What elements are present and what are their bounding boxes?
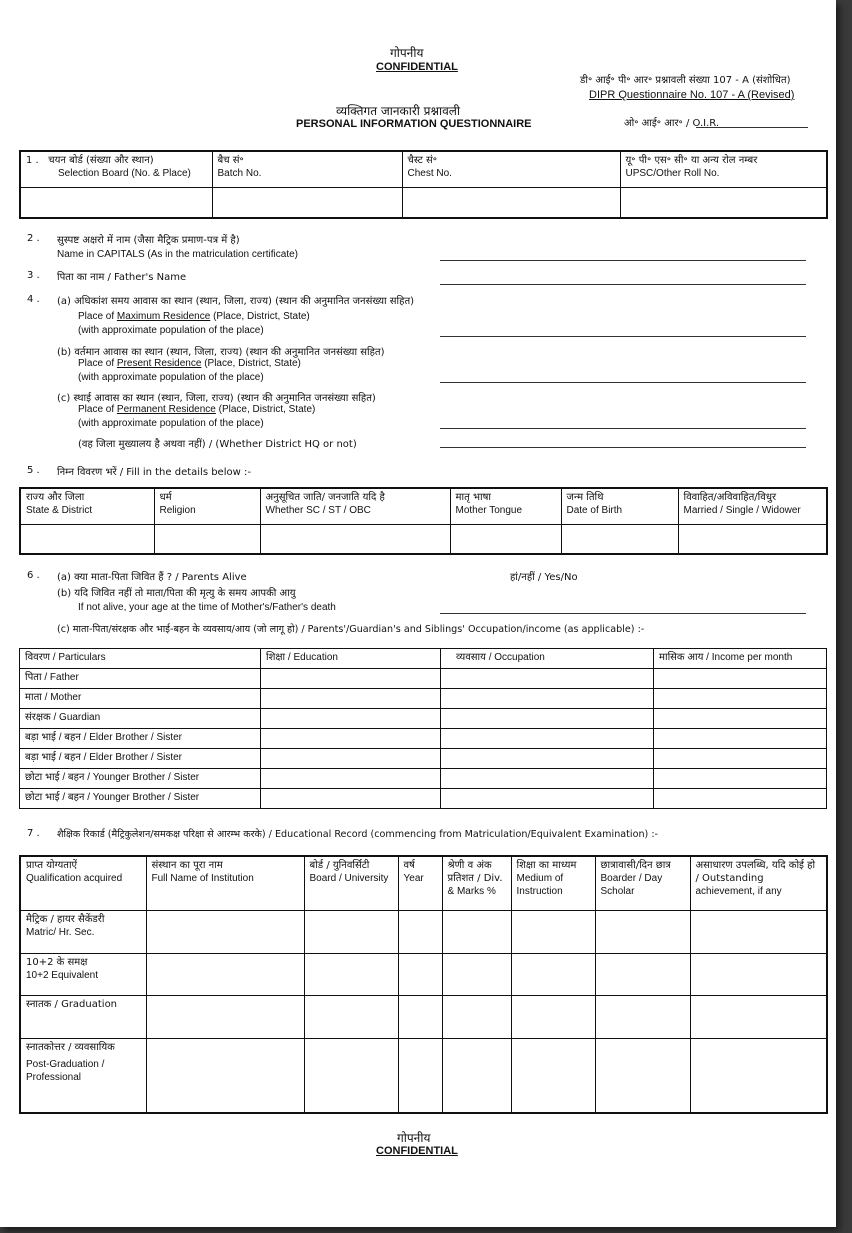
q2-number: 2 . xyxy=(27,233,40,244)
q7-row-label: स्नातकोत्तर / व्यवसायिक Post-Graduation / Professional xyxy=(20,1038,146,1113)
q7-board-field[interactable] xyxy=(304,953,398,995)
q6-particulars-header: विवरण / Particulars xyxy=(20,649,261,669)
q5-number: 5 . xyxy=(27,465,40,476)
q1-table xyxy=(19,150,828,219)
q3-number: 3 . xyxy=(27,270,40,281)
q6-row-label: माता / Mother xyxy=(20,689,261,709)
q7-division-field[interactable] xyxy=(442,910,511,953)
q7-row-label: स्नातक / Graduation xyxy=(20,995,146,1038)
q6-education-field[interactable] xyxy=(261,769,441,789)
q7-year-field[interactable] xyxy=(398,1038,442,1113)
confidential-bottom: CONFIDENTIAL xyxy=(376,1145,458,1157)
q7-boarder-field[interactable] xyxy=(595,1038,690,1113)
q5-state-header: राज्य और जिला State & District xyxy=(20,488,154,524)
q7-year-header: वर्ष Year xyxy=(398,856,442,910)
q5-religion-field[interactable] xyxy=(154,524,260,554)
gopniya-bottom: गोपनीय xyxy=(397,1131,431,1145)
q1-header-row xyxy=(20,151,827,187)
q7-row-10plus2 xyxy=(20,953,827,995)
q4a-line[interactable] xyxy=(440,336,806,337)
q6-occupation-field[interactable] xyxy=(441,749,654,769)
q6-row-label: संरक्षक / Guardian xyxy=(20,709,261,729)
form-number-english: DIPR Questionnaire No. 107 - A (Revised) xyxy=(589,89,795,101)
q7-institution-field[interactable] xyxy=(146,1038,304,1113)
title-hindi: व्यक्तिगत जानकारी प्रश्नावली xyxy=(336,104,461,118)
q7-number: 7 . xyxy=(27,828,40,839)
q1-roll-header: यू॰ पी॰ एस॰ सी॰ या अन्य रोल नम्बर UPSC/Other Roll No. xyxy=(620,151,827,187)
q6-row-father xyxy=(20,669,827,689)
q5-religion-header: धर्म Religion xyxy=(154,488,260,524)
q4c-district-hq-note: (वह जिला मुख्यालय है अथवा नहीं) / (Whether District HQ or not) xyxy=(78,439,357,450)
q6-education-field[interactable] xyxy=(261,789,441,809)
q6-occupation-field[interactable] xyxy=(441,689,654,709)
q7-division-header: श्रेणी व अंक प्रतिशत / Div. & Marks % xyxy=(442,856,511,910)
q5-input-row xyxy=(20,524,827,554)
q7-header-row xyxy=(20,856,827,910)
title-english: PERSONAL INFORMATION QUESTIONNAIRE xyxy=(296,118,532,130)
q1-roll-field[interactable] xyxy=(620,187,827,218)
q7-boarder-field[interactable] xyxy=(595,995,690,1038)
q5-mother-tongue-header: मातृ भाषा Mother Tongue xyxy=(450,488,561,524)
q6b-label-hindi: (b) यदि जिवित नहीं तो माता/पिता की मृत्यु के समय आपकी आयु xyxy=(57,588,296,599)
q6-row-label: बड़ा भाई / बहन / Elder Brother / Sister xyxy=(20,729,261,749)
q4c-hq-line[interactable] xyxy=(440,447,806,448)
q6-occupation-field[interactable] xyxy=(441,669,654,689)
q6-education-field[interactable] xyxy=(261,729,441,749)
q4c-line[interactable] xyxy=(440,428,806,429)
q7-institution-field[interactable] xyxy=(146,910,304,953)
q6-row-label: बड़ा भाई / बहन / Elder Brother / Sister xyxy=(20,749,261,769)
q7-institution-field[interactable] xyxy=(146,995,304,1038)
q6-income-header: मासिक आय / Income per month xyxy=(654,649,827,669)
q6-row-elder-sibling-1 xyxy=(20,729,827,749)
q1-batch-field[interactable] xyxy=(212,187,402,218)
q7-row-label: मैट्रिक / हायर सैकेंडरी Matric/ Hr. Sec. xyxy=(20,910,146,953)
q7-achievement-field[interactable] xyxy=(690,995,827,1038)
q1-chest-field[interactable] xyxy=(402,187,620,218)
q7-division-field[interactable] xyxy=(442,995,511,1038)
q6-income-field[interactable] xyxy=(654,729,827,749)
q6-number: 6 . xyxy=(27,570,40,581)
q6-income-field[interactable] xyxy=(654,769,827,789)
q7-education-table xyxy=(19,855,828,1114)
q5-header-row xyxy=(20,488,827,524)
q7-board-field[interactable] xyxy=(304,995,398,1038)
q6-row-label: छोटा भाई / बहन / Younger Brother / Sister xyxy=(20,769,261,789)
q6a-yes-no[interactable]: हां/नहीं / Yes/No xyxy=(510,572,578,583)
q7-year-field[interactable] xyxy=(398,953,442,995)
q4a-label-english: Place of Maximum Residence (Place, District, State) xyxy=(78,311,310,322)
q6-family-table xyxy=(19,648,827,809)
q6-occupation-field[interactable] xyxy=(441,729,654,749)
q6-row-guardian xyxy=(20,709,827,729)
q2-name-line[interactable] xyxy=(440,260,806,261)
q4c-label-english: Place of Permanent Residence (Place, District, State) xyxy=(78,404,316,415)
q5-mother-tongue-field[interactable] xyxy=(450,524,561,554)
q7-medium-header: शिक्षा का माध्यम Medium of Instruction xyxy=(511,856,595,910)
q6-row-label: छोटा भाई / बहन / Younger Brother / Sister xyxy=(20,789,261,809)
q4c-label-hindi: (c) स्थाई आवास का स्थान (स्थान, जिला, राज्य) (स्थान की अनुमानित जनसंख्या सहित) xyxy=(57,393,376,404)
q7-division-field[interactable] xyxy=(442,953,511,995)
q4a-label-hindi: (a) अधिकांश समय आवास का स्थान (स्थान, जिला, राज्य) (स्थान की अनुमानित जनसंख्या सहित) xyxy=(57,296,415,307)
q6-occupation-field[interactable] xyxy=(441,769,654,789)
q6-row-elder-sibling-2 xyxy=(20,749,827,769)
q6-education-field[interactable] xyxy=(261,689,441,709)
q5-sc-st-field[interactable] xyxy=(260,524,450,554)
q1-selection-board-header: 1 . चयन बोर्ड (संख्या और स्थान) Selection Board (No. & Place) xyxy=(20,151,212,187)
q6-income-field[interactable] xyxy=(654,749,827,769)
q7-board-header: बोर्ड / युनिवर्सिटी Board / University xyxy=(304,856,398,910)
q7-row-matric xyxy=(20,910,827,953)
q5-state-field[interactable] xyxy=(20,524,154,554)
q7-medium-field[interactable] xyxy=(511,910,595,953)
q2-label-hindi: सुस्पष्ट अक्षरो में नाम (जैसा मैट्रिक प्रमाण-पत्र में है) xyxy=(57,235,240,246)
q7-boarder-field[interactable] xyxy=(595,910,690,953)
q7-institution-field[interactable] xyxy=(146,953,304,995)
q7-medium-field[interactable] xyxy=(511,995,595,1038)
q7-achievement-field[interactable] xyxy=(690,953,827,995)
q6-row-younger-sibling-1 xyxy=(20,769,827,789)
oir-line[interactable] xyxy=(696,127,808,128)
q6-education-field[interactable] xyxy=(261,669,441,689)
q7-medium-field[interactable] xyxy=(511,953,595,995)
q7-board-field[interactable] xyxy=(304,1038,398,1113)
q4a-population-note: (with approximate population of the place) xyxy=(78,325,264,336)
q4-number: 4 . xyxy=(27,294,40,305)
q7-institution-header: संस्थान का पूरा नाम Full Name of Institution xyxy=(146,856,304,910)
q7-label: शैक्षिक रिकार्ड (मैट्रिकुलेशन/समकक्ष परिक्षा से आरम्भ करके) / Educational Record (commencing from Matriculation/Equivalent Examination) :- xyxy=(57,829,659,840)
q1-selection-board-field[interactable] xyxy=(20,187,212,218)
q6-occupation-field[interactable] xyxy=(441,789,654,809)
q6-occupation-header: व्यवसाय / Occupation xyxy=(441,649,654,669)
q5-dob-field[interactable] xyxy=(561,524,678,554)
confidential-top: CONFIDENTIAL xyxy=(376,61,458,73)
oir-label: ओ॰ आई॰ आर॰ / O.I.R. xyxy=(624,118,720,129)
q5-label: निम्न विवरण भरें / Fill in the details below :- xyxy=(57,467,251,478)
q7-year-field[interactable] xyxy=(398,910,442,953)
q6-row-younger-sibling-2 xyxy=(20,789,827,809)
q6-income-field[interactable] xyxy=(654,709,827,729)
q4c-population-note: (with approximate population of the place) xyxy=(78,418,264,429)
q6-header-row xyxy=(20,649,827,669)
q1-input-row xyxy=(20,187,827,218)
q6-income-field[interactable] xyxy=(654,789,827,809)
q6-education-field[interactable] xyxy=(261,749,441,769)
q7-medium-field[interactable] xyxy=(511,1038,595,1113)
q3-father-name-line[interactable] xyxy=(440,284,806,285)
q7-row-label: 10+2 के समक्ष 10+2 Equivalent xyxy=(20,953,146,995)
q7-achievement-field[interactable] xyxy=(690,910,827,953)
q3-label: पिता का नाम / Father's Name xyxy=(57,272,187,283)
q7-row-graduation xyxy=(20,995,827,1038)
q7-year-field[interactable] xyxy=(398,995,442,1038)
q7-row-post-graduation xyxy=(20,1038,827,1113)
q5-sc-st-header: अनुसूचित जाति/ जनजाति यदि है Whether SC / ST / OBC xyxy=(260,488,450,524)
q6b-age-line[interactable] xyxy=(440,613,806,614)
q5-marital-header: विवाहित/अविवाहित/विधुर Married / Single / Widower xyxy=(678,488,827,524)
q2-label-english: Name in CAPITALS (As in the matriculation certificate) xyxy=(57,249,299,260)
q5-dob-header: जन्म तिथि Date of Birth xyxy=(561,488,678,524)
q6-education-field[interactable] xyxy=(261,709,441,729)
q4b-label-english: Place of Present Residence (Place, District, State) xyxy=(78,358,301,369)
q7-qualification-header: प्राप्त योग्यताऐं Qualification acquired xyxy=(20,856,146,910)
q6c-label: (c) माता-पिता/संरक्षक और भाई-बहन के व्यवसाय/आय (जो लागू हो) / Parents'/Guardian's and Siblings' Occupation/income (as applicable) :- xyxy=(57,624,645,635)
q7-board-field[interactable] xyxy=(304,910,398,953)
q5-table xyxy=(19,487,828,555)
q4b-population-note: (with approximate population of the place) xyxy=(78,372,264,383)
q6-education-header: शिक्षा / Education xyxy=(261,649,441,669)
q7-achievement-header: असाधारण उपलब्धि, यदि कोई हो / Outstanding achievement, if any xyxy=(690,856,827,910)
q6-row-label: पिता / Father xyxy=(20,669,261,689)
q6-income-field[interactable] xyxy=(654,689,827,709)
q7-boarder-header: छात्रावासी/दिन छात्र Boarder / Day Scholar xyxy=(595,856,690,910)
q6-row-mother xyxy=(20,689,827,709)
q6-income-field[interactable] xyxy=(654,669,827,689)
q5-marital-field[interactable] xyxy=(678,524,827,554)
q6-occupation-field[interactable] xyxy=(441,709,654,729)
q7-boarder-field[interactable] xyxy=(595,953,690,995)
q7-achievement-field[interactable] xyxy=(690,1038,827,1113)
q1-chest-header: चैस्ट सं॰ Chest No. xyxy=(402,151,620,187)
gopniya-top: गोपनीय xyxy=(390,46,424,60)
q1-batch-header: बैच सं॰ Batch No. xyxy=(212,151,402,187)
q6a-label: (a) क्या माता-पिता जिवित हैं ? / Parents Alive xyxy=(57,572,247,583)
q6b-label-english: If not alive, your age at the time of Mother's/Father's death xyxy=(78,602,336,613)
q7-division-field[interactable] xyxy=(442,1038,511,1113)
q4b-line[interactable] xyxy=(440,382,806,383)
form-number-hindi: डी॰ आई॰ पी॰ आर॰ प्रश्नावली संख्या 107 - A (संशोधित) xyxy=(580,75,791,86)
q4b-label-hindi: (b) वर्तमान आवास का स्थान (स्थान, जिला, राज्य) (स्थान की अनुमानित जनसंख्या सहित) xyxy=(57,347,385,358)
